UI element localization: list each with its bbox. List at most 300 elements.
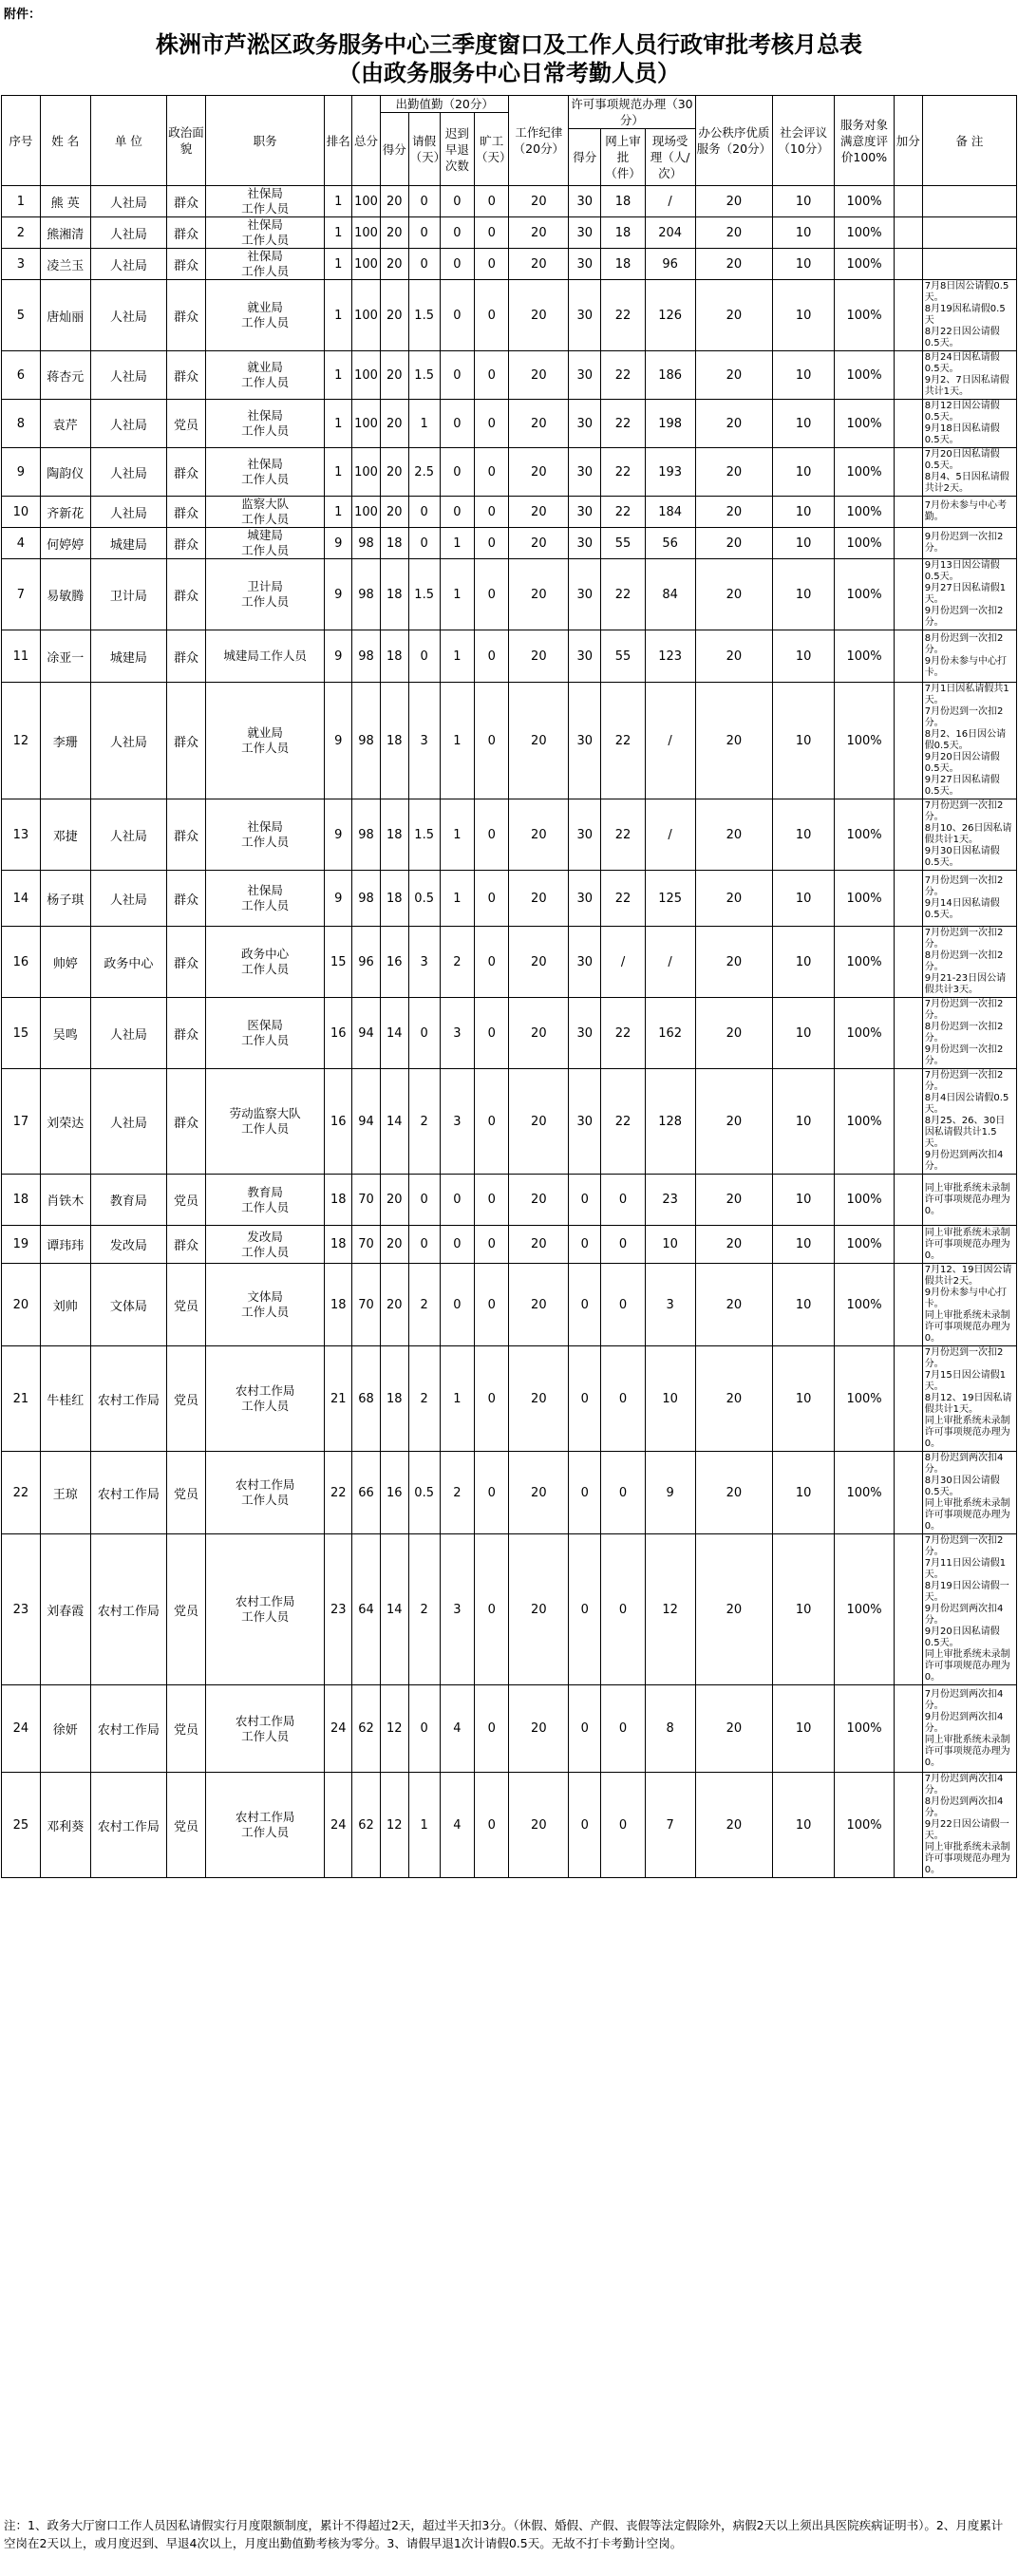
cell-online: / [601, 927, 645, 998]
cell-late: 0 [440, 249, 474, 280]
cell-social: 10 [773, 871, 835, 927]
cell-rank: 1 [325, 448, 352, 497]
col-position: 职务 [205, 96, 325, 186]
cell-online: 22 [601, 280, 645, 351]
cell-onsite: 193 [645, 448, 695, 497]
cell-total: 94 [352, 998, 381, 1069]
col-rank: 排名 [325, 96, 352, 186]
cell-remarks: 7月份迟到一次扣2分。 8月4日因公请假0.5天。 8月25、26、30日因私请假共计1.5天。 9月份迟到两次扣4分。 [922, 1069, 1016, 1175]
cell-unit: 农村工作局 [90, 1773, 166, 1878]
col-leave: 请假（天） [408, 113, 440, 186]
table-row [2, 1226, 1017, 1264]
cell-satisfaction: 100% [835, 186, 895, 217]
cell-rank: 1 [325, 400, 352, 448]
cell-political: 党员 [167, 1773, 206, 1878]
cell-name: 蒋杏元 [40, 351, 90, 400]
cell-office-order: 20 [695, 1069, 773, 1175]
cell-political: 群众 [167, 1226, 206, 1264]
cell-permit-score: 30 [569, 1069, 601, 1175]
cell-office-order: 20 [695, 559, 773, 630]
cell-office-order: 20 [695, 448, 773, 497]
cell-seq: 16 [2, 927, 41, 998]
cell-total: 98 [352, 799, 381, 871]
cell-name: 凌兰玉 [40, 249, 90, 280]
cell-permit-score: 30 [569, 871, 601, 927]
cell-seq: 9 [2, 448, 41, 497]
cell-satisfaction: 100% [835, 351, 895, 400]
cell-bonus [894, 448, 922, 497]
cell-rank: 9 [325, 799, 352, 871]
cell-political: 群众 [167, 927, 206, 998]
cell-rank: 9 [325, 630, 352, 683]
cell-rank: 23 [325, 1534, 352, 1685]
cell-discipline: 20 [509, 630, 569, 683]
cell-political: 群众 [167, 871, 206, 927]
cell-att-score: 20 [380, 448, 408, 497]
cell-total: 94 [352, 1069, 381, 1175]
cell-online: 22 [601, 497, 645, 528]
cell-social: 10 [773, 1346, 835, 1452]
table-row [2, 1685, 1017, 1773]
cell-bonus [894, 400, 922, 448]
cell-remarks: 7月8日因公请假0.5天。 8月19因私请假0.5天 8月22日因公请假0.5天。 [922, 280, 1016, 351]
col-attendance-group: 出勤值勤（20分） [380, 96, 509, 113]
col-onsite: 现场受理（人/次） [645, 129, 695, 186]
cell-position: 农村工作局 工作人员 [205, 1452, 325, 1534]
cell-position: 社保局 工作人员 [205, 799, 325, 871]
cell-seq: 12 [2, 683, 41, 799]
cell-total: 68 [352, 1346, 381, 1452]
cell-unit: 人社局 [90, 871, 166, 927]
cell-online: 22 [601, 400, 645, 448]
cell-office-order: 20 [695, 1773, 773, 1878]
cell-social: 10 [773, 559, 835, 630]
cell-social: 10 [773, 497, 835, 528]
table-row [2, 799, 1017, 871]
cell-office-order: 20 [695, 400, 773, 448]
cell-permit-score: 30 [569, 249, 601, 280]
cell-remarks: 7月份迟到两次扣4分。 8月份迟到两次扣4分。 9月22日因公请假一天。 同上审批系统未录制许可事项规范办理为0。 [922, 1773, 1016, 1878]
cell-political: 群众 [167, 630, 206, 683]
table-row [2, 1069, 1017, 1175]
cell-satisfaction: 100% [835, 1534, 895, 1685]
cell-discipline: 20 [509, 927, 569, 998]
cell-leave: 0 [408, 497, 440, 528]
cell-total: 100 [352, 351, 381, 400]
cell-rank: 24 [325, 1685, 352, 1773]
col-late: 迟到早退次数 [440, 113, 474, 186]
cell-seq: 18 [2, 1175, 41, 1226]
cell-absent: 0 [475, 528, 509, 559]
cell-rank: 1 [325, 280, 352, 351]
col-social: 社会评议（10分） [773, 96, 835, 186]
table-row [2, 1264, 1017, 1346]
cell-position: 监察大队 工作人员 [205, 497, 325, 528]
cell-social: 10 [773, 927, 835, 998]
cell-name: 熊 英 [40, 186, 90, 217]
cell-absent: 0 [475, 1534, 509, 1685]
cell-office-order: 20 [695, 998, 773, 1069]
cell-leave: 0 [408, 998, 440, 1069]
cell-office-order: 20 [695, 1452, 773, 1534]
cell-att-score: 20 [380, 1226, 408, 1264]
cell-late: 0 [440, 1175, 474, 1226]
cell-bonus [894, 280, 922, 351]
cell-position: 就业局 工作人员 [205, 280, 325, 351]
table-row [2, 927, 1017, 998]
cell-late: 0 [440, 217, 474, 249]
cell-name: 杨子琪 [40, 871, 90, 927]
cell-name: 唐灿丽 [40, 280, 90, 351]
cell-satisfaction: 100% [835, 448, 895, 497]
cell-remarks: 同上审批系统未录制许可事项规范办理为0。 [922, 1175, 1016, 1226]
col-remarks: 备 注 [922, 96, 1016, 186]
cell-position: 城建局工作人员 [205, 630, 325, 683]
cell-seq: 20 [2, 1264, 41, 1346]
cell-permit-score: 30 [569, 217, 601, 249]
cell-social: 10 [773, 351, 835, 400]
cell-position: 社保局 工作人员 [205, 871, 325, 927]
cell-bonus [894, 1069, 922, 1175]
table-row [2, 630, 1017, 683]
cell-late: 1 [440, 559, 474, 630]
cell-rank: 1 [325, 217, 352, 249]
cell-att-score: 12 [380, 1685, 408, 1773]
cell-late: 0 [440, 448, 474, 497]
cell-unit: 教育局 [90, 1175, 166, 1226]
cell-office-order: 20 [695, 217, 773, 249]
cell-late: 3 [440, 1534, 474, 1685]
cell-seq: 11 [2, 630, 41, 683]
cell-onsite: 12 [645, 1534, 695, 1685]
cell-satisfaction: 100% [835, 217, 895, 249]
cell-social: 10 [773, 1226, 835, 1264]
cell-late: 1 [440, 528, 474, 559]
table-row [2, 249, 1017, 280]
cell-total: 98 [352, 528, 381, 559]
cell-seq: 5 [2, 280, 41, 351]
cell-online: 0 [601, 1452, 645, 1534]
cell-bonus [894, 1452, 922, 1534]
cell-total: 98 [352, 683, 381, 799]
cell-online: 22 [601, 351, 645, 400]
cell-position: 社保局 工作人员 [205, 186, 325, 217]
table-row [2, 280, 1017, 351]
cell-leave: 2.5 [408, 448, 440, 497]
cell-position: 农村工作局 工作人员 [205, 1773, 325, 1878]
cell-discipline: 20 [509, 1773, 569, 1878]
cell-position: 社保局 工作人员 [205, 400, 325, 448]
cell-rank: 9 [325, 683, 352, 799]
cell-bonus [894, 559, 922, 630]
cell-satisfaction: 100% [835, 497, 895, 528]
cell-att-score: 20 [380, 249, 408, 280]
cell-satisfaction: 100% [835, 1685, 895, 1773]
cell-online: 0 [601, 1773, 645, 1878]
cell-late: 1 [440, 630, 474, 683]
col-absent: 旷工（天） [475, 113, 509, 186]
cell-political: 群众 [167, 1069, 206, 1175]
cell-rank: 18 [325, 1175, 352, 1226]
cell-permit-score: 30 [569, 186, 601, 217]
cell-discipline: 20 [509, 1685, 569, 1773]
footnote: 注：1、政务大厅窗口工作人员因私请假实行月度限额制度，累计不得超过2天，超过半天扣3分。（休假、婚假、产假、丧假等法定假除外，病假2天以上须出具医院疾病证明书）。2、月度累计空岗在2天以上，或月度迟到、早退4次以上，月度出勤值勤考核为零分。3、请假早退1次计请假0.5天。无故不打卡考勤计空岗。 [4, 2518, 1004, 2550]
cell-social: 10 [773, 1685, 835, 1773]
cell-leave: 0 [408, 528, 440, 559]
cell-discipline: 20 [509, 528, 569, 559]
cell-unit: 人社局 [90, 448, 166, 497]
cell-discipline: 20 [509, 217, 569, 249]
cell-att-score: 18 [380, 1346, 408, 1452]
cell-satisfaction: 100% [835, 1175, 895, 1226]
cell-online: 22 [601, 998, 645, 1069]
cell-absent: 0 [475, 1264, 509, 1346]
cell-unit: 农村工作局 [90, 1685, 166, 1773]
cell-permit-score: 0 [569, 1346, 601, 1452]
cell-social: 10 [773, 1452, 835, 1534]
cell-position: 农村工作局 工作人员 [205, 1534, 325, 1685]
cell-satisfaction: 100% [835, 871, 895, 927]
cell-political: 群众 [167, 528, 206, 559]
cell-unit: 农村工作局 [90, 1346, 166, 1452]
cell-onsite: 126 [645, 280, 695, 351]
cell-late: 0 [440, 400, 474, 448]
table-row [2, 871, 1017, 927]
cell-permit-score: 30 [569, 351, 601, 400]
cell-social: 10 [773, 400, 835, 448]
cell-satisfaction: 100% [835, 683, 895, 799]
cell-unit: 人社局 [90, 186, 166, 217]
cell-position: 社保局 工作人员 [205, 249, 325, 280]
cell-seq: 13 [2, 799, 41, 871]
cell-office-order: 20 [695, 630, 773, 683]
cell-absent: 0 [475, 1346, 509, 1452]
cell-social: 10 [773, 998, 835, 1069]
cell-att-score: 20 [380, 217, 408, 249]
cell-political: 党员 [167, 1685, 206, 1773]
cell-satisfaction: 100% [835, 1452, 895, 1534]
cell-bonus [894, 1264, 922, 1346]
cell-att-score: 18 [380, 630, 408, 683]
cell-office-order: 20 [695, 799, 773, 871]
cell-position: 农村工作局 工作人员 [205, 1685, 325, 1773]
cell-online: 0 [601, 1226, 645, 1264]
cell-office-order: 20 [695, 1534, 773, 1685]
cell-online: 22 [601, 683, 645, 799]
cell-political: 群众 [167, 683, 206, 799]
cell-onsite: 84 [645, 559, 695, 630]
col-bonus: 加分 [894, 96, 922, 186]
cell-bonus [894, 871, 922, 927]
cell-unit: 卫计局 [90, 559, 166, 630]
cell-late: 1 [440, 799, 474, 871]
cell-permit-score: 30 [569, 280, 601, 351]
cell-name: 刘荣达 [40, 1069, 90, 1175]
cell-unit: 人社局 [90, 400, 166, 448]
cell-att-score: 16 [380, 1452, 408, 1534]
cell-online: 0 [601, 1264, 645, 1346]
cell-bonus [894, 1175, 922, 1226]
cell-permit-score: 0 [569, 1773, 601, 1878]
cell-position: 就业局 工作人员 [205, 351, 325, 400]
cell-absent: 0 [475, 280, 509, 351]
cell-att-score: 20 [380, 497, 408, 528]
cell-leave: 0 [408, 1226, 440, 1264]
cell-remarks: 8月份迟到一次扣2分。 9月份未参与中心打卡。 [922, 630, 1016, 683]
cell-seq: 23 [2, 1534, 41, 1685]
cell-onsite: 9 [645, 1452, 695, 1534]
cell-office-order: 20 [695, 497, 773, 528]
cell-att-score: 20 [380, 400, 408, 448]
col-name: 姓 名 [40, 96, 90, 186]
cell-permit-score: 30 [569, 559, 601, 630]
cell-permit-score: 30 [569, 630, 601, 683]
cell-office-order: 20 [695, 1175, 773, 1226]
table-row [2, 998, 1017, 1069]
table-row [2, 186, 1017, 217]
cell-social: 10 [773, 1069, 835, 1175]
cell-remarks: 7月份迟到一次扣2分。 8月份迟到一次扣2分。 9月份迟到一次扣2分。 [922, 998, 1016, 1069]
cell-absent: 0 [475, 927, 509, 998]
cell-att-score: 12 [380, 1773, 408, 1878]
cell-position: 教育局 工作人员 [205, 1175, 325, 1226]
cell-onsite: 162 [645, 998, 695, 1069]
cell-bonus [894, 630, 922, 683]
cell-unit: 农村工作局 [90, 1452, 166, 1534]
cell-bonus [894, 1773, 922, 1878]
cell-rank: 1 [325, 351, 352, 400]
cell-rank: 1 [325, 249, 352, 280]
cell-onsite: 3 [645, 1264, 695, 1346]
cell-rank: 22 [325, 1452, 352, 1534]
cell-remarks [922, 249, 1016, 280]
col-permit-score: 得分 [569, 129, 601, 186]
cell-permit-score: 0 [569, 1264, 601, 1346]
cell-office-order: 20 [695, 351, 773, 400]
cell-satisfaction: 100% [835, 799, 895, 871]
cell-remarks: 7月12、19日因公请假共计2天。 9月份未参与中心打卡。 同上审批系统未录制许可事项规范办理为0。 [922, 1264, 1016, 1346]
cell-political: 党员 [167, 1175, 206, 1226]
cell-absent: 0 [475, 448, 509, 497]
cell-absent: 0 [475, 351, 509, 400]
cell-rank: 1 [325, 497, 352, 528]
cell-social: 10 [773, 249, 835, 280]
cell-unit: 文体局 [90, 1264, 166, 1346]
cell-satisfaction: 100% [835, 1346, 895, 1452]
col-satisfaction: 服务对象满意度评价100% [835, 96, 895, 186]
cell-rank: 18 [325, 1226, 352, 1264]
cell-rank: 18 [325, 1264, 352, 1346]
cell-social: 10 [773, 1534, 835, 1685]
cell-position: 医保局 工作人员 [205, 998, 325, 1069]
cell-satisfaction: 100% [835, 630, 895, 683]
cell-total: 96 [352, 927, 381, 998]
cell-leave: 1.5 [408, 351, 440, 400]
cell-permit-score: 0 [569, 1534, 601, 1685]
cell-office-order: 20 [695, 1346, 773, 1452]
cell-unit: 发改局 [90, 1226, 166, 1264]
cell-leave: 0 [408, 1685, 440, 1773]
cell-total: 98 [352, 871, 381, 927]
cell-office-order: 20 [695, 1685, 773, 1773]
cell-onsite: 10 [645, 1226, 695, 1264]
cell-online: 0 [601, 1534, 645, 1685]
col-unit: 单 位 [90, 96, 166, 186]
cell-name: 王琼 [40, 1452, 90, 1534]
cell-rank: 1 [325, 186, 352, 217]
cell-att-score: 18 [380, 559, 408, 630]
cell-late: 3 [440, 1069, 474, 1175]
cell-permit-score: 30 [569, 497, 601, 528]
cell-leave: 2 [408, 1346, 440, 1452]
cell-onsite: / [645, 186, 695, 217]
cell-remarks: 8月份迟到两次扣4分。 8月30日因公请假0.5天。 同上审批系统未录制许可事项规范办理为0。 [922, 1452, 1016, 1534]
cell-office-order: 20 [695, 528, 773, 559]
cell-discipline: 20 [509, 1452, 569, 1534]
col-permit-group: 许可事项规范办理（30分） [569, 96, 695, 129]
cell-late: 2 [440, 927, 474, 998]
cell-absent: 0 [475, 249, 509, 280]
cell-onsite: / [645, 799, 695, 871]
cell-absent: 0 [475, 871, 509, 927]
cell-seq: 14 [2, 871, 41, 927]
cell-rank: 21 [325, 1346, 352, 1452]
cell-satisfaction: 100% [835, 998, 895, 1069]
cell-name: 帅婷 [40, 927, 90, 998]
cell-total: 100 [352, 400, 381, 448]
cell-absent: 0 [475, 1685, 509, 1773]
cell-total: 70 [352, 1264, 381, 1346]
cell-leave: 1.5 [408, 280, 440, 351]
cell-political: 党员 [167, 1534, 206, 1685]
table-row [2, 497, 1017, 528]
cell-leave: 0 [408, 630, 440, 683]
cell-att-score: 14 [380, 998, 408, 1069]
cell-remarks: 7月20日因私请假0.5天。 8月4、5日因私请假共计2天。 [922, 448, 1016, 497]
cell-rank: 9 [325, 559, 352, 630]
table-row [2, 1452, 1017, 1534]
cell-social: 10 [773, 280, 835, 351]
cell-political: 群众 [167, 186, 206, 217]
cell-online: 22 [601, 871, 645, 927]
cell-social: 10 [773, 1175, 835, 1226]
table-row [2, 351, 1017, 400]
cell-absent: 0 [475, 497, 509, 528]
cell-online: 18 [601, 186, 645, 217]
cell-political: 群众 [167, 448, 206, 497]
cell-satisfaction: 100% [835, 559, 895, 630]
table-row [2, 448, 1017, 497]
table-row [2, 559, 1017, 630]
cell-permit-score: 0 [569, 1226, 601, 1264]
cell-absent: 0 [475, 400, 509, 448]
cell-discipline: 20 [509, 1069, 569, 1175]
cell-discipline: 20 [509, 1264, 569, 1346]
cell-total: 98 [352, 559, 381, 630]
cell-onsite: 8 [645, 1685, 695, 1773]
cell-att-score: 20 [380, 1175, 408, 1226]
cell-att-score: 18 [380, 683, 408, 799]
cell-leave: 1 [408, 1773, 440, 1878]
cell-late: 0 [440, 280, 474, 351]
cell-bonus [894, 528, 922, 559]
cell-onsite: 198 [645, 400, 695, 448]
cell-bonus [894, 1346, 922, 1452]
cell-leave: 3 [408, 927, 440, 998]
cell-remarks: 7月份迟到两次扣4分。 9月份迟到两次扣4分。 同上审批系统未录制许可事项规范办理为0。 [922, 1685, 1016, 1773]
cell-late: 2 [440, 1452, 474, 1534]
cell-total: 62 [352, 1773, 381, 1878]
